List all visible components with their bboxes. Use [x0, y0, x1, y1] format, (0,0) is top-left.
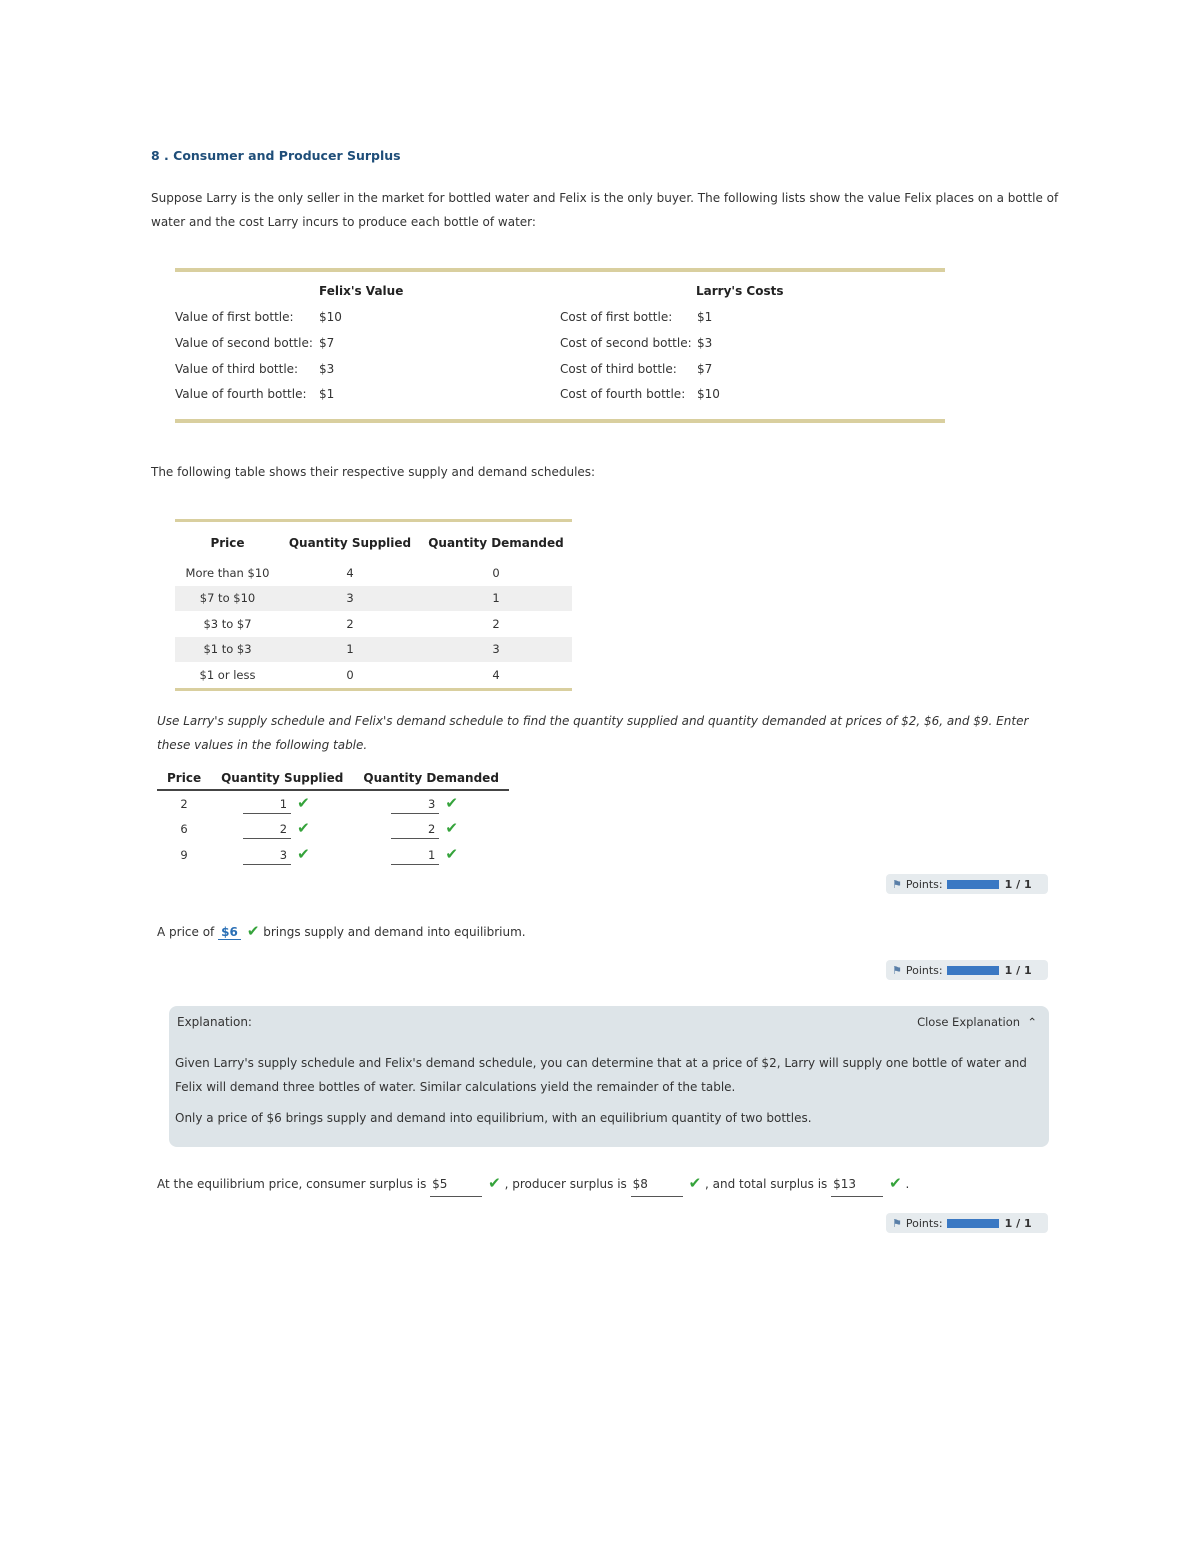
quantity-supplied-input[interactable]: 2 — [243, 820, 291, 839]
table-row — [175, 560, 572, 586]
checkmark-icon: ✔ — [488, 1174, 501, 1192]
column-header: Price — [157, 767, 211, 790]
felix-label: Value of fourth bottle: — [175, 387, 307, 401]
answer-table — [157, 767, 509, 868]
flag-icon: ⚑ — [892, 877, 902, 891]
column-header: Quantity Supplied — [211, 767, 353, 790]
quantity-supplied-input[interactable]: 1 — [243, 795, 291, 814]
felix-label: Value of third bottle: — [175, 362, 299, 376]
points-progress-bar — [947, 966, 999, 975]
explanation-title: Explanation: — [177, 1015, 252, 1029]
schedule-intro: The following table shows their respective supply and demand schedules: — [151, 465, 596, 479]
close-explanation-button[interactable] — [917, 1015, 1037, 1029]
points-badge — [886, 1213, 1048, 1233]
close-explanation-label: Close Explanation — [917, 1015, 1021, 1029]
table-bottom-rule — [175, 419, 945, 423]
price-cell: 6 — [180, 822, 188, 837]
checkmark-icon: ✔ — [297, 793, 310, 812]
larry-label: Cost of second bottle: — [560, 336, 692, 350]
points-label: Points: — [905, 963, 943, 977]
points-score: 1 / 1 — [1004, 963, 1032, 977]
quantity-demanded-input[interactable]: 1 — [391, 846, 439, 865]
price-cell: 2 — [180, 796, 188, 811]
checkmark-icon: ✔ — [688, 1174, 702, 1192]
equilibrium-sentence — [157, 919, 526, 944]
checkmark-icon: ✔ — [297, 819, 310, 838]
demanded-cell: 3 — [420, 637, 572, 663]
question-title: 8 . Consumer and Producer Surplus — [151, 148, 401, 163]
points-progress-bar — [947, 1219, 999, 1228]
points-badge — [886, 874, 1048, 894]
quantity-demanded-input[interactable]: 2 — [391, 820, 439, 839]
demanded-cell: 4 — [492, 667, 500, 682]
larry-value: $7 — [697, 362, 713, 376]
points-score: 1 / 1 — [1004, 1216, 1032, 1230]
surplus-text: At the equilibrium price, consumer surplus is — [157, 1177, 427, 1191]
price-cell: 9 — [180, 847, 188, 862]
checkmark-icon: ✔ — [246, 922, 260, 940]
price-cell: $1 to $3 — [175, 637, 280, 663]
table-top-rule — [175, 268, 945, 272]
larry-label: Cost of first bottle: — [560, 310, 673, 324]
points-badge — [886, 960, 1048, 980]
demanded-cell: 1 — [420, 586, 572, 612]
producer-surplus-input[interactable]: $8 — [631, 1172, 683, 1197]
surplus-text: , producer surplus is — [504, 1177, 627, 1191]
felix-value: $7 — [319, 336, 335, 350]
table-row — [157, 790, 509, 817]
total-surplus-input[interactable]: $13 — [831, 1172, 883, 1197]
supplied-cell: 2 — [346, 616, 354, 631]
surplus-sentence — [157, 1171, 909, 1197]
quantity-supplied-input[interactable]: 3 — [243, 846, 291, 865]
price-cell: More than $10 — [185, 565, 270, 580]
supplied-cell: 1 — [280, 637, 420, 663]
points-label: Points: — [905, 877, 943, 891]
price-cell: $3 to $7 — [203, 616, 252, 631]
flag-icon: ⚑ — [892, 963, 902, 977]
column-header: Quantity Supplied — [288, 536, 412, 550]
demanded-cell: 0 — [492, 565, 500, 580]
larry-value: $1 — [697, 310, 713, 324]
felix-label: Value of first bottle: — [175, 310, 294, 324]
equilibrium-prefix: A price of — [157, 925, 215, 939]
explanation-paragraph: Given Larry's supply schedule and Felix's demand schedule, you can determine that at a price of $2, Larry will supply one bottle of water and Felix will demand three bottles of water. Similar calculations yield the remainder of the table. — [175, 1056, 1027, 1094]
felix-value: $1 — [319, 387, 335, 401]
price-cell: $7 to $10 — [175, 586, 280, 612]
schedule-table — [175, 519, 572, 691]
table-row — [175, 662, 572, 689]
table-row — [157, 842, 509, 868]
larry-label: Cost of fourth bottle: — [560, 387, 686, 401]
supplied-cell: 4 — [346, 565, 354, 580]
surplus-text: . — [905, 1177, 910, 1191]
table-row — [175, 611, 572, 637]
supplied-cell: 0 — [346, 667, 354, 682]
larry-label: Cost of third bottle: — [560, 362, 677, 376]
price-cell: $1 or less — [199, 667, 256, 682]
explanation-paragraph: Only a price of $6 brings supply and demand into equilibrium, with an equilibrium quantity of two bottles. — [175, 1111, 812, 1125]
felix-value: $10 — [319, 310, 342, 324]
column-header: Quantity Demanded — [428, 536, 564, 550]
column-header: Price — [210, 536, 245, 550]
question-intro: Suppose Larry is the only seller in the market for bottled water and Felix is the only buyer. The following lists show the value Felix places on a bottle of water and the cost Larry incurs to produce each bottle of water: — [151, 191, 1059, 229]
column-header: Quantity Demanded — [353, 767, 509, 790]
points-label: Points: — [905, 1216, 943, 1230]
demanded-cell: 2 — [492, 616, 500, 631]
equilibrium-price-select[interactable]: $6 — [218, 925, 241, 940]
felix-value-header: Felix's Value — [319, 284, 404, 298]
checkmark-icon: ✔ — [297, 844, 310, 863]
quantity-demanded-input[interactable]: 3 — [391, 795, 439, 814]
table-row — [175, 586, 572, 612]
points-progress-bar — [947, 880, 999, 889]
table-row — [175, 637, 572, 663]
explanation-panel — [169, 1006, 1049, 1147]
felix-label: Value of second bottle: — [175, 336, 313, 350]
checkmark-icon: ✔ — [445, 844, 458, 863]
flag-icon: ⚑ — [892, 1216, 902, 1230]
checkmark-icon: ✔ — [889, 1174, 902, 1192]
larry-value: $10 — [697, 387, 720, 401]
consumer-surplus-input[interactable]: $5 — [430, 1172, 482, 1197]
larry-value: $3 — [697, 336, 713, 350]
felix-value: $3 — [319, 362, 335, 376]
chevron-up-icon: ⌃ — [1023, 1015, 1037, 1029]
checkmark-icon: ✔ — [445, 793, 458, 812]
checkmark-icon: ✔ — [445, 819, 458, 838]
equilibrium-suffix: brings supply and demand into equilibrium. — [263, 925, 526, 939]
instruction-text: Use Larry's supply schedule and Felix's demand schedule to find the quantity supplied and quantity demanded at prices of $2, $6, and $9. Enter these values in the following table. — [157, 714, 1029, 752]
supplied-cell: 3 — [280, 586, 420, 612]
table-row — [157, 817, 509, 843]
larry-costs-header: Larry's Costs — [696, 284, 784, 298]
surplus-text: , and total surplus is — [705, 1177, 828, 1191]
points-score: 1 / 1 — [1004, 877, 1032, 891]
